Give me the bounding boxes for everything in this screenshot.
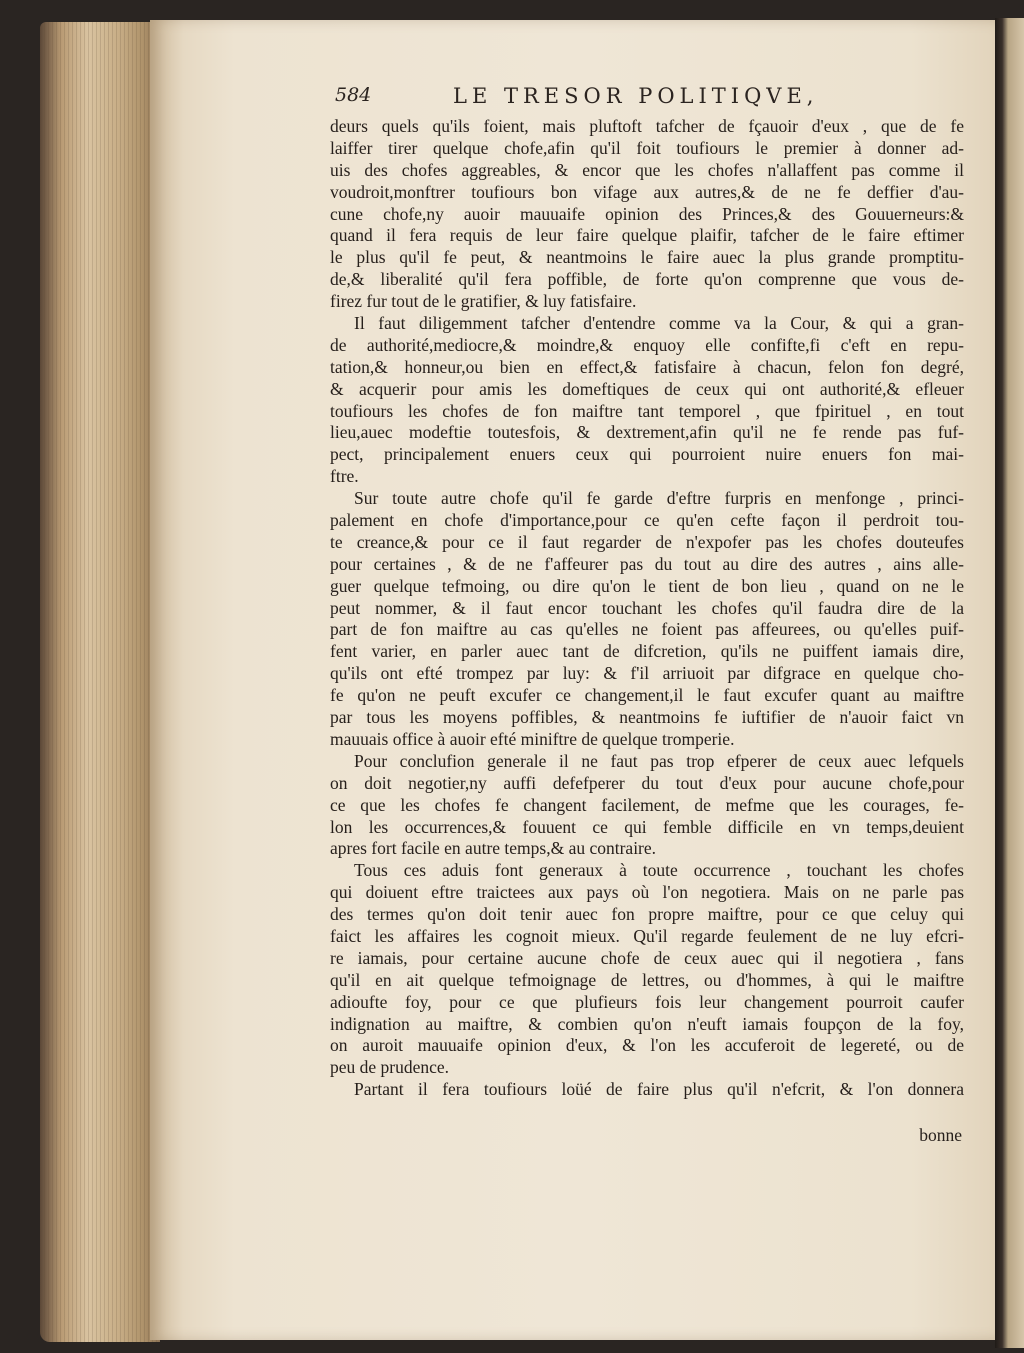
text-line: palement en chofe d'importance,pour ce qu'en cefte façon il perdroit tou- bbox=[330, 510, 964, 531]
paragraph bbox=[330, 860, 964, 1079]
text-line: on doit negotier,ny auffi defefperer du tout d'eux pour aucune chofe,pour bbox=[330, 772, 964, 793]
text-line: apres fort facile en autre temps,& au contraire. bbox=[330, 838, 657, 859]
text-line: Tous ces aduis font generaux à toute occurrence , touchant les chofes bbox=[354, 860, 964, 881]
text-line: tation,& honneur,ou bien en effect,& fatisfaire à chacun, felon fon degré, bbox=[330, 356, 964, 377]
paragraph bbox=[330, 488, 964, 751]
text-line: faict les affaires les cognoit mieux. Qu'il regarde feulement de ne luy efcri- bbox=[330, 925, 964, 946]
text-line: par tous les moyens poffibles, & neantmoins fe iuftifier de n'auoir faict vn bbox=[330, 707, 964, 728]
text-line: mauuais office à auoir efté miniftre de quelque tromperie. bbox=[330, 728, 735, 749]
text-line: ce que les chofes fe changent facilement, de mefme que les courages, fe- bbox=[330, 794, 964, 815]
text-line: guer quelque tefmoing, ou dire qu'on le tient de bon lieu , quand on ne le bbox=[330, 575, 964, 596]
text-line: Il faut diligemment tafcher d'entendre comme va la Cour, & qui a gran- bbox=[354, 313, 964, 334]
text-line: lon les occurrences,& fouuent ce qui femble difficile en vn temps,deuient bbox=[330, 816, 964, 837]
text-line: on auroit mauuaife opinion d'eux, & l'on les accuferoit de legereté, ou de bbox=[330, 1035, 964, 1056]
text-line: qui doiuent eftre traictees aux pays où l'on negotiera. Mais on ne parle pas bbox=[330, 882, 964, 903]
text-line: indignation au maiftre, & combien qu'on n'euft iamais foupçon de la foy, bbox=[330, 1013, 964, 1034]
text-line: deurs quels qu'ils foient, mais pluftoft tafcher de fçauoir d'eux , que de fe bbox=[330, 116, 964, 136]
paragraph bbox=[330, 116, 964, 313]
text-line: toufiours les chofes de fon maiftre tant temporel , que fpirituel , en tout bbox=[330, 400, 964, 421]
text-line: laiffer tirer quelque chofe,afin qu'il foit toufiours le premier à donner ad- bbox=[330, 137, 964, 158]
paragraph bbox=[330, 313, 964, 488]
text-line: quand il fera requis de leur faire quelque plaifir, tafcher de le faire eftimer bbox=[330, 225, 964, 246]
text-line: voudroit,monftrer toufiours bon vifage aux autres,& de ne fe deffier d'au- bbox=[330, 181, 964, 202]
text-line: Partant il fera toufiours loüé de faire plus qu'il n'efcrit, & l'on donnera bbox=[354, 1079, 964, 1100]
text-line: des termes qu'on doit tenir auec fon propre maiftre, pour ce que celuy qui bbox=[330, 904, 964, 925]
text-line: fent varier, en parler auec tant de difcretion, qu'ils ne puiffent iamais dire, bbox=[330, 641, 964, 662]
text-line: Pour conclufion generale il ne faut pas trop efperer de ceux auec lefquels bbox=[354, 750, 964, 771]
catchword: bonne bbox=[919, 1125, 962, 1145]
facing-page-edge bbox=[995, 18, 1024, 1348]
text-line: qu'il en ait quelque tefmoignage de lettres, ou d'hommes, à qui le maiftre bbox=[330, 969, 964, 990]
paragraph bbox=[330, 751, 964, 860]
text-line: de,& liberalité qu'il fera poffible, de forte qu'on comprenne que vous de- bbox=[330, 269, 964, 290]
page-header bbox=[335, 84, 965, 116]
text-line: part de fon maiftre au cas qu'elles ne foient pas affeurees, ou qu'elles puif- bbox=[330, 619, 964, 640]
text-line: qu'ils ont efté trompez par luy: & f'il arriuoit par difgrace en quelque cho- bbox=[330, 663, 964, 684]
text-line: le plus qu'il fe peut, & neantmoins le faire auec la plus grande promptitu- bbox=[330, 247, 964, 268]
text-line: peut nommer, & il faut encor touchant les chofes qu'il faudra dire de la bbox=[330, 597, 964, 618]
text-line: uis des chofes aggreables, & encor que les chofes n'allaffent pas comme il bbox=[330, 159, 964, 180]
text-line: ftre. bbox=[330, 466, 359, 487]
text-line: re iamais, pour certaine aucune chofe de ceux auec qui il negotiera , fans bbox=[330, 947, 964, 968]
text-line: pect, principalement enuers ceux qui pourroient nuire enuers fon mai- bbox=[330, 444, 964, 465]
body-text bbox=[330, 116, 964, 1101]
text-line: fe qu'on ne peuft excufer ce changement,il le faut excufer quant au maiftre bbox=[330, 685, 964, 706]
text-line: lieu,auec modeftie toutesfois, & dextrement,afin qu'il ne fe rende pas fuf- bbox=[330, 422, 964, 443]
text-line: pour certaines , & de ne f'affeurer pas du tout au dire des autres , ains alle- bbox=[330, 553, 964, 574]
paragraph bbox=[330, 1079, 964, 1101]
text-line: peu de prudence. bbox=[330, 1057, 450, 1078]
text-line: cune chofe,ny auoir mauuaife opinion des Princes,& des Gouuerneurs:& bbox=[330, 203, 964, 224]
book-page-edges bbox=[40, 22, 160, 1342]
running-title: LE TRESOR POLITIQVE, bbox=[453, 84, 819, 108]
text-line: Sur toute autre chofe qu'il fe garde d'eftre furpris en menfonge , princi- bbox=[354, 488, 964, 509]
text-line: te creance,& pour ce il faut regarder de n'expofer pas les chofes douteufes bbox=[330, 531, 964, 552]
text-line: adioufte foy, pour ce que plufieurs fois leur changement pourroit caufer bbox=[330, 991, 964, 1012]
page-number: 584 bbox=[335, 84, 372, 106]
text-line: firez fur tout de le gratifier, & luy fatisfaire. bbox=[330, 291, 637, 312]
text-line: & acquerir pour amis les domeftiques de ceux qui ont authorité,& efleuer bbox=[330, 378, 964, 399]
text-line: de authorité,mediocre,& moindre,& enquoy elle confifte,fi c'eft en repu- bbox=[330, 334, 964, 355]
